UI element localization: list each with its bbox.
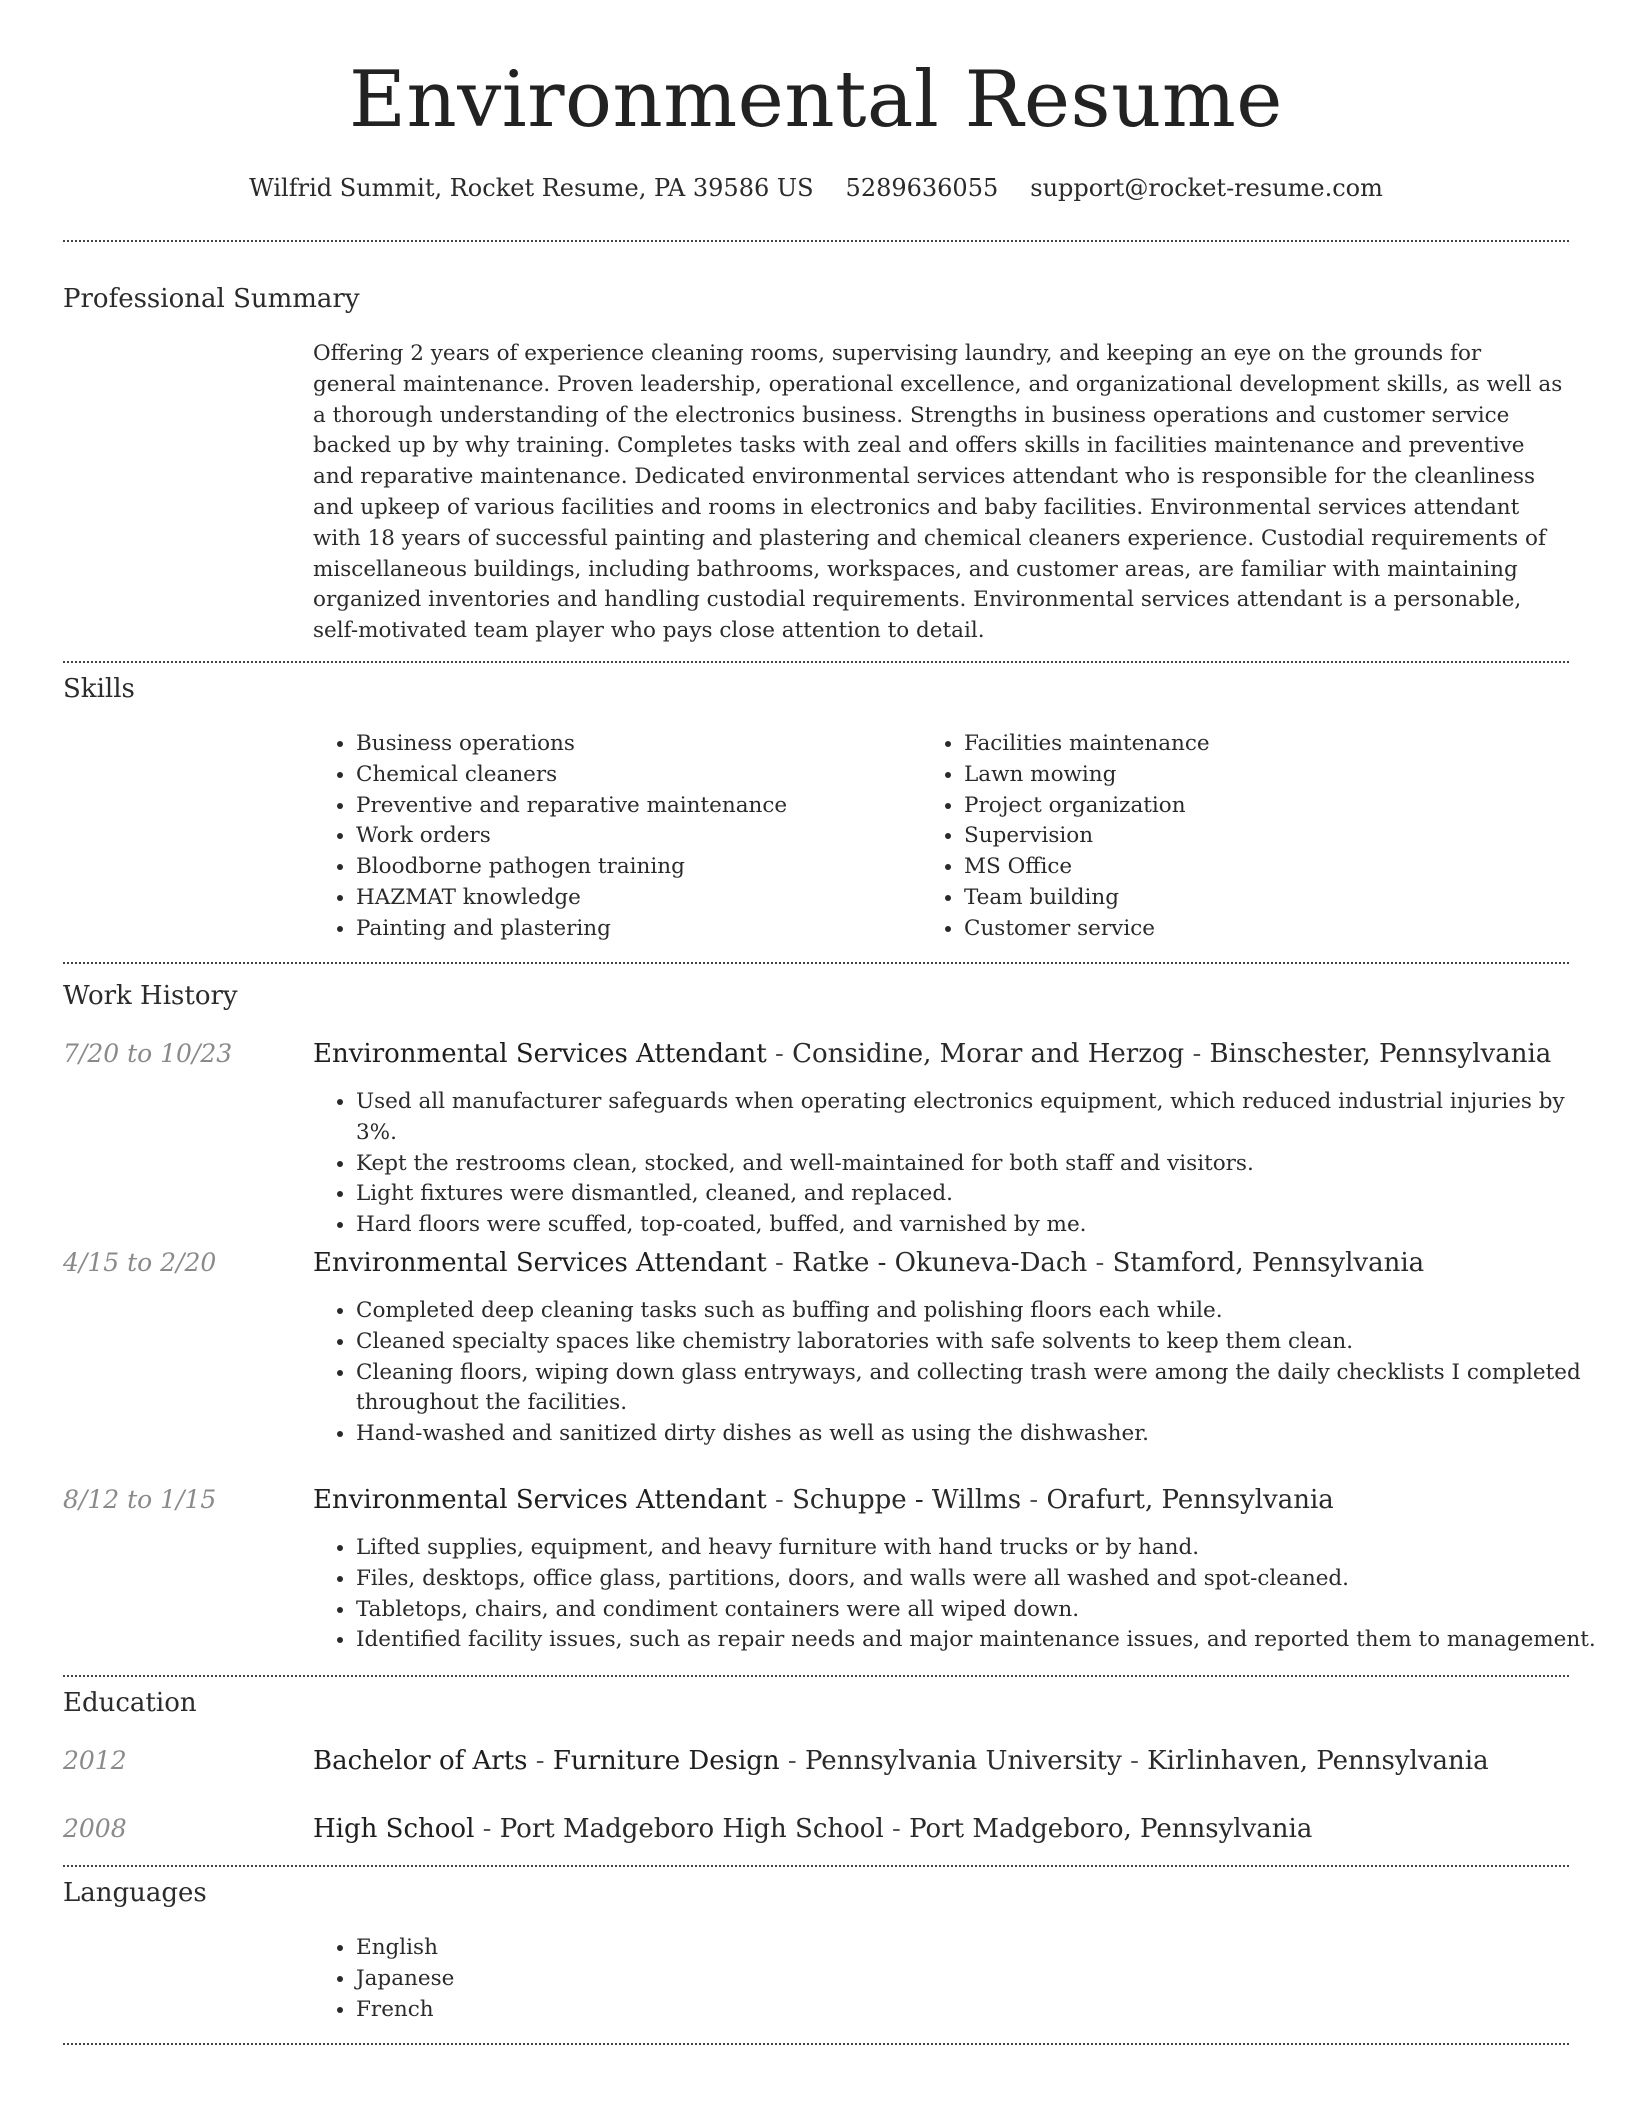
- skill-item: • HAZMAT knowledge: [356, 883, 916, 914]
- education-year: 2008: [63, 1814, 127, 1843]
- separator: -: [883, 1814, 910, 1844]
- section-divider: [63, 240, 1569, 242]
- education-year: 2012: [63, 1746, 127, 1775]
- job-bullet: • Hard floors were scuffed, top-coated, buffed, and varnished by me.: [356, 1210, 1606, 1241]
- education-school: Pennsylvania University: [804, 1746, 1122, 1776]
- job-bullet: • Cleaning floors, wiping down glass entryways, and collecting trash were among the daily checklists I completed throughout the facilities.: [356, 1358, 1606, 1420]
- skill-item: • Preventive and reparative maintenance: [356, 791, 916, 822]
- skill-item: • Bloodborne pathogen training: [356, 852, 916, 883]
- education-school: Port Madgeboro High School: [499, 1814, 884, 1844]
- skill-item: • Work orders: [356, 821, 916, 852]
- job-bullets: [313, 1533, 1606, 1656]
- section-heading-work: Work History: [63, 981, 238, 1011]
- job-company: Schuppe - Willms: [792, 1485, 1022, 1515]
- skill-item: • Team building: [964, 883, 1564, 914]
- job-location: Orafurt, Pennsylvania: [1046, 1485, 1334, 1515]
- separator: -: [1021, 1485, 1047, 1515]
- job-company: Considine, Morar and Herzog: [792, 1039, 1185, 1069]
- language-item: • French: [356, 1995, 956, 2026]
- language-item: • Japanese: [356, 1964, 956, 1995]
- job-dates: 8/12 to 1/15: [63, 1485, 217, 1514]
- separator: -: [1087, 1248, 1113, 1278]
- job-title: Environmental Services Attendant: [313, 1248, 767, 1278]
- job-bullet: • Files, desktops, office glass, partitions, doors, and walls were all washed and spot-cleaned.: [356, 1564, 1606, 1595]
- job-heading: [313, 1036, 1573, 1072]
- section-heading-skills: Skills: [63, 674, 135, 704]
- skill-item: • Customer service: [964, 914, 1564, 945]
- education-entry: [313, 1811, 1573, 1847]
- education-entry: [313, 1743, 1573, 1779]
- resume-title: Environmental Resume: [349, 55, 1283, 145]
- skills-list-right: [921, 729, 1564, 945]
- job-title: Environmental Services Attendant: [313, 1485, 767, 1515]
- job-bullet: • Lifted supplies, equipment, and heavy furniture with hand trucks or by hand.: [356, 1533, 1606, 1564]
- job-bullets: [313, 1087, 1606, 1241]
- job-bullet: • Tabletops, chairs, and condiment containers were all wiped down.: [356, 1595, 1606, 1626]
- job-bullet: • Light fixtures were dismantled, cleaned, and replaced.: [356, 1179, 1606, 1210]
- separator: -: [766, 1485, 793, 1515]
- job-bullet: • Identified facility issues, such as repair needs and major maintenance issues, and reported them to management.: [356, 1625, 1606, 1656]
- job-heading: [313, 1245, 1573, 1281]
- contact-line: [0, 170, 1632, 206]
- job-bullet: • Used all manufacturer safeguards when operating electronics equipment, which reduced industrial injuries by 3%.: [356, 1087, 1606, 1149]
- skill-item: • Business operations: [356, 729, 916, 760]
- job-bullet: • Hand-washed and sanitized dirty dishes as well as using the dishwasher.: [356, 1419, 1606, 1450]
- job-bullet: • Cleaned specialty spaces like chemistry laboratories with safe solvents to keep them clean.: [356, 1327, 1606, 1358]
- section-divider: [63, 962, 1569, 964]
- languages-list: [313, 1933, 956, 2025]
- education-degree: High School: [313, 1814, 475, 1844]
- job-dates: 7/20 to 10/23: [63, 1039, 233, 1068]
- skill-item: • MS Office: [964, 852, 1564, 883]
- section-heading-education: Education: [63, 1688, 197, 1718]
- education-field: Furniture Design: [552, 1746, 780, 1776]
- job-title: Environmental Services Attendant: [313, 1039, 767, 1069]
- job-company: Ratke - Okuneva-Dach: [792, 1248, 1088, 1278]
- job-bullets: [313, 1296, 1606, 1450]
- section-heading-summary: Professional Summary: [63, 284, 360, 314]
- summary-text: Offering 2 years of experience cleaning rooms, supervising laundry, and keeping an eye on the grounds for general maintenance. Proven leadership, operational excellence, and organizational development skills, as well as a thorough understanding of the electronics business. Strengths in business operations and customer service backed up by why training. Completes tasks with zeal and offers skills in facilities maintenance and preventive and reparative maintenance. Dedicated environmental services attendant who is responsible for the cleanliness and upkeep of various facilities and rooms in electronics and baby facilities. Environmental services attendant with 18 years of successful painting and plastering and chemical cleaners experience. Custodial requirements of miscellaneous buildings, including bathrooms, workspaces, and customer areas, are familiar with maintaining organized inventories and handling custodial requirements. Environmental services attendant is a personable, self-motivated team player who pays close attention to detail.: [313, 341, 1563, 644]
- separator: -: [766, 1248, 793, 1278]
- job-bullet: • Completed deep cleaning tasks such as buffing and polishing floors each while.: [356, 1296, 1606, 1327]
- separator: -: [779, 1746, 805, 1776]
- separator: -: [474, 1814, 500, 1844]
- section-divider: [63, 1675, 1569, 1677]
- separator: -: [766, 1039, 793, 1069]
- job-bullet: • Kept the restrooms clean, stocked, and well-maintained for both staff and visitors.: [356, 1149, 1606, 1180]
- separator: -: [1184, 1039, 1210, 1069]
- language-item: • English: [356, 1933, 956, 1964]
- skill-item: • Chemical cleaners: [356, 760, 916, 791]
- skills-list-left: [313, 729, 916, 945]
- contact-phone: 5289636055: [845, 174, 999, 202]
- skill-item: • Facilities maintenance: [964, 729, 1564, 760]
- skill-item: • Project organization: [964, 791, 1564, 822]
- section-divider: [63, 661, 1569, 663]
- skill-item: • Painting and plastering: [356, 914, 916, 945]
- job-location: Stamford, Pennsylvania: [1112, 1248, 1425, 1278]
- section-divider: [63, 1865, 1569, 1867]
- education-location: Port Madgeboro, Pennsylvania: [909, 1814, 1313, 1844]
- education-degree: Bachelor of Arts: [313, 1746, 528, 1776]
- job-heading: [313, 1482, 1573, 1518]
- skill-item: • Supervision: [964, 821, 1564, 852]
- education-location: Kirlinhaven, Pennsylvania: [1147, 1746, 1489, 1776]
- section-heading-languages: Languages: [63, 1878, 207, 1908]
- separator: -: [527, 1746, 553, 1776]
- contact-address: Wilfrid Summit, Rocket Resume, PA 39586 US: [249, 174, 814, 202]
- skill-item: • Lawn mowing: [964, 760, 1564, 791]
- section-divider: [63, 2043, 1569, 2045]
- separator: -: [1121, 1746, 1148, 1776]
- contact-email: support@rocket-resume.com: [1030, 174, 1383, 202]
- job-location: Binschester, Pennsylvania: [1209, 1039, 1552, 1069]
- job-dates: 4/15 to 2/20: [63, 1248, 217, 1277]
